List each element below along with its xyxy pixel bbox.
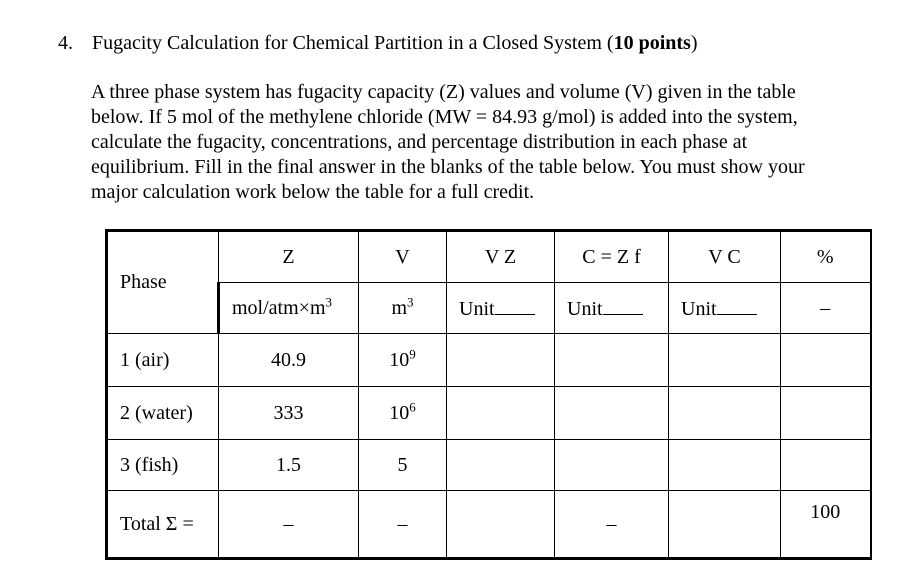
problem-statement [91, 80, 881, 205]
pct-header: % [781, 231, 871, 283]
czf-answer-cell[interactable] [555, 440, 669, 491]
v-unit-cell: $m^3$ [359, 283, 447, 334]
partition-table [105, 229, 872, 560]
question-header [58, 30, 698, 56]
vc-header: V C [669, 231, 781, 283]
vz-answer-cell[interactable] [447, 334, 555, 387]
problem-line: major calculation work below the table for a full credit. [91, 181, 535, 203]
vc-answer-cell[interactable] [669, 387, 781, 440]
vc-total-cell[interactable] [669, 491, 781, 559]
problem-line: equilibrium. Fill in the final answer in the blanks of the table below. You must show your [91, 156, 805, 178]
vc-answer-cell[interactable] [669, 334, 781, 387]
czf-answer-cell[interactable] [555, 387, 669, 440]
vz-answer-cell[interactable] [447, 440, 555, 491]
header-row [107, 231, 871, 283]
v-value: $10^9$ [359, 334, 447, 387]
pct-answer-cell[interactable] [781, 440, 871, 491]
czf-header: C = Z f [555, 231, 669, 283]
vc-answer-cell[interactable] [669, 440, 781, 491]
question-number: 4. [58, 32, 73, 54]
phase-label: 3 (fish) [107, 440, 219, 491]
table-row [107, 387, 871, 440]
v-header: V [359, 231, 447, 283]
problem-line: A three phase system has fugacity capacity (Z) values and volume (V) given in the table [91, 81, 796, 103]
units-row [107, 283, 871, 334]
problem-line: below. If 5 mol of the methylene chloride (MW = 84.93 g/mol) is added into the system, [91, 106, 798, 128]
czf-unit-blank[interactable]: Unit [555, 283, 669, 334]
points-label: 10 points [613, 32, 691, 54]
vz-total-cell[interactable] [447, 491, 555, 559]
pct-unit-cell: – [781, 283, 871, 334]
question-title: Fugacity Calculation for Chemical Partition in a Closed System (10 points) [92, 32, 698, 54]
v-total: – [359, 491, 447, 559]
pct-answer-cell[interactable] [781, 387, 871, 440]
phase-label: 2 (water) [107, 387, 219, 440]
z-total: – [219, 491, 359, 559]
table-row [107, 440, 871, 491]
z-value: 1.5 [219, 440, 359, 491]
vz-header: V Z [447, 231, 555, 283]
z-value: 333 [219, 387, 359, 440]
total-row [107, 491, 871, 559]
v-value: 5 [359, 440, 447, 491]
z-unit-cell: mol/$atm\times m^3$ [219, 283, 359, 334]
total-label: Total Σ = [107, 491, 219, 559]
z-value: 40.9 [219, 334, 359, 387]
problem-line: calculate the fugacity, concentrations, and percentage distribution in each phase at [91, 131, 748, 153]
vz-unit-blank[interactable]: Unit [447, 283, 555, 334]
vc-unit-blank[interactable]: Unit [669, 283, 781, 334]
czf-answer-cell[interactable] [555, 334, 669, 387]
v-value: $10^6$ [359, 387, 447, 440]
table-row [107, 334, 871, 387]
pct-total: 100 [781, 491, 871, 559]
phase-label: 1 (air) [107, 334, 219, 387]
czf-total: – [555, 491, 669, 559]
vz-answer-cell[interactable] [447, 387, 555, 440]
phase-header-cell: Phase [107, 231, 219, 334]
pct-answer-cell[interactable] [781, 334, 871, 387]
z-header: Z [219, 231, 359, 283]
